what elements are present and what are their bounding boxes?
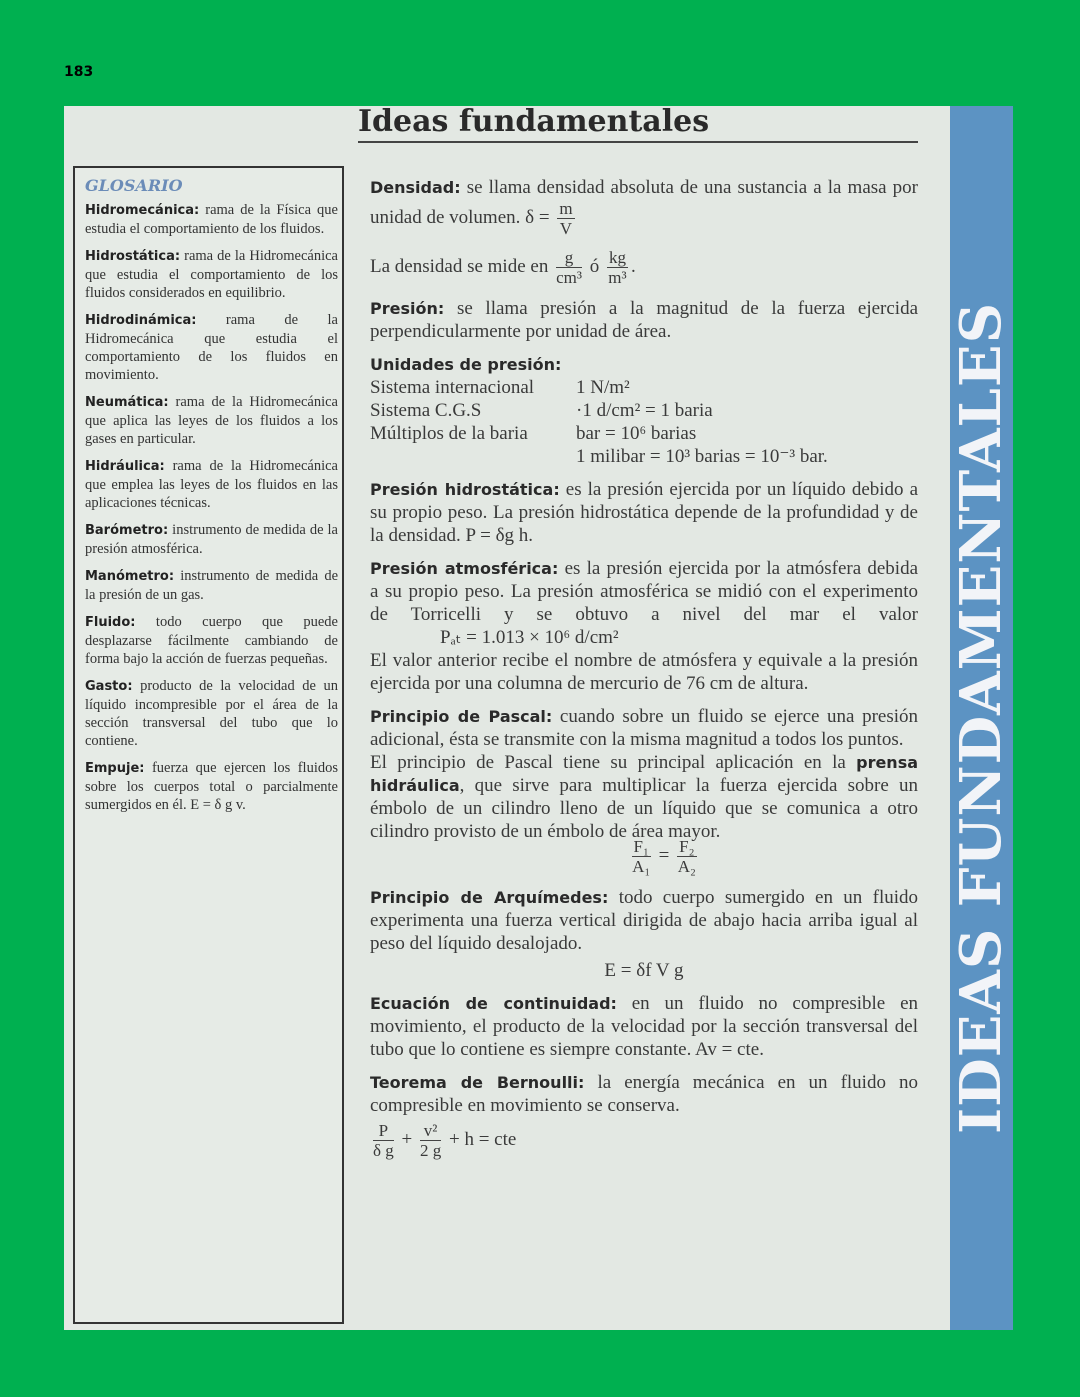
atmosferica-text: es la presión ejercida por la atmósfera debida a su propio peso. La presión atmosférica se midió con el experimento de Torricelli y se obtuvo a nivel del mar el valor <box>370 558 919 625</box>
glossary-box <box>73 166 344 1324</box>
fraction-numerator: F₁ <box>633 837 649 856</box>
arquimedes-paragraph <box>370 886 918 982</box>
table-cell <box>370 445 576 468</box>
bernoulli-paragraph <box>370 1071 918 1160</box>
pascal-text-2b: , que sirve para multiplicar la fuerza ejercida sobre un émbolo de un cilindro lleno de un líquido que se comunica a otro cilindro provisto de un émbolo de área mayor. <box>370 775 918 842</box>
atmosferica-term: Presión atmosférica: <box>370 559 559 578</box>
glossary-definition: instrumento de medida de la presión atmosférica. <box>85 522 338 557</box>
glossary-item <box>85 521 338 558</box>
side-band <box>950 106 1013 1330</box>
atmosferica-paragraph <box>370 557 918 695</box>
glossary-title: GLOSARIO <box>85 176 183 195</box>
glossary-term: Manómetro: <box>85 569 175 584</box>
hidrostatica-paragraph <box>370 478 918 547</box>
glossary-item <box>85 311 338 384</box>
page-number: 183 <box>64 64 94 80</box>
main-content <box>370 176 918 1170</box>
f2-a2-fraction <box>677 837 696 876</box>
glossary-term: Empuje: <box>85 761 145 776</box>
glossary-term: Hidráulica: <box>85 459 165 474</box>
glossary-term: Hidrostática: <box>85 249 181 264</box>
arquimedes-term: Principio de Arquímedes: <box>370 888 609 907</box>
hidrostatica-term: Presión hidrostática: <box>370 480 560 499</box>
atmosferica-equation: Pₐₜ = 1.013 × 10⁶ d/cm² <box>440 627 619 648</box>
glossary-definition: rama de la Hidromecánica que estudia el comportamiento de los fluidos en movimiento. <box>85 312 338 383</box>
densidad-text: se llama densidad absoluta de una sustancia a la masa por unidad de volumen. δ = <box>370 177 918 228</box>
table-row <box>370 399 828 422</box>
fraction-denominator: A₂ <box>677 857 696 876</box>
arquimedes-equation: E = δf V g <box>604 960 684 981</box>
kg-per-m3-fraction <box>607 248 628 287</box>
fraction-denominator: A₁ <box>632 857 651 876</box>
pascal-text-2a: El principio de Pascal tiene su principal aplicación en la <box>370 752 846 773</box>
fraction-denominator: δ g <box>373 1141 394 1160</box>
glossary-item <box>85 457 338 512</box>
fraction-numerator: kg <box>608 248 626 267</box>
continuidad-text: en un fluido no compresible en movimiento, el producto de la velocidad por la sección transversal del tubo que lo contiene es siempre constante. Av = cte. <box>370 993 918 1060</box>
table-cell: 1 N/m² <box>576 377 630 398</box>
fraction-denominator: V <box>559 219 573 238</box>
glossary-item <box>85 613 338 668</box>
table-cell: Múltiplos de la baria <box>370 423 528 444</box>
glossary-definition: instrumento de medida de la presión de un gas. <box>85 568 339 603</box>
table-cell: ·1 d/cm² = 1 baria <box>576 400 713 421</box>
table-row <box>370 445 828 468</box>
fraction-numerator: v² <box>420 1121 441 1141</box>
unidades-paragraph <box>370 353 918 468</box>
table-row <box>370 422 828 445</box>
glossary-term: Hidromecánica: <box>85 203 200 218</box>
glossary-term: Hidrodinámica: <box>85 313 197 328</box>
table-cell: Sistema internacional <box>370 377 535 398</box>
presion-text: se llama presión a la magnitud de la fuerza ejercida perpendicularmente por unidad de área. <box>370 298 919 342</box>
fraction-numerator: m <box>559 199 573 218</box>
densidad-fraction <box>557 199 574 238</box>
glossary-item <box>85 247 338 302</box>
glossary-term: Fluido: <box>85 615 136 630</box>
side-title: IDEAS FUNDAMENTALES <box>948 301 1015 1135</box>
glossary-item <box>85 567 338 604</box>
hidrostatica-text: es la presión ejercida por un líquido debido a su propio peso. La presión hidrostática depende de la profundidad y de la densidad. P = δg h. <box>370 479 919 546</box>
side-title-wrap <box>950 106 1013 1330</box>
pascal-term: Principio de Pascal: <box>370 707 553 726</box>
glossary-item <box>85 201 338 238</box>
f1-a1-fraction <box>632 837 651 876</box>
fraction-denominator: m³ <box>608 268 627 287</box>
plus-sign: + <box>401 1128 413 1150</box>
mide-end: . <box>630 255 636 277</box>
arquimedes-text: todo cuerpo sumergido en un fluido experimenta una fuerza vertical dirigida de abajo hacia arriba igual al peso del líquido desalojado. <box>370 887 919 954</box>
equals-sign: = <box>658 844 670 866</box>
continuidad-term: Ecuación de continuidad: <box>370 994 617 1013</box>
fraction-numerator: g <box>556 248 582 268</box>
glossary-item <box>85 393 338 448</box>
glossary-definition: rama de la Hidromecánica que estudia el comportamiento de los fluidos considerados en equilibrio. <box>85 248 338 301</box>
densidad-units-paragraph <box>370 248 918 287</box>
table-cell: 1 milibar = 10³ barias = 10⁻³ bar. <box>576 446 828 467</box>
pascal-equation <box>410 837 918 876</box>
table-row <box>370 376 828 399</box>
mide-text: La densidad se mide en <box>370 255 549 277</box>
fraction-numerator: P <box>373 1121 394 1141</box>
bernoulli-term: Teorema de Bernoulli: <box>370 1073 585 1092</box>
glossary-definition: rama de la Hidromecánica que aplica las leyes de los fluidos a los gases en particular. <box>85 394 338 447</box>
pascal-text: cuando sobre un fluido se ejerce una presión adicional, ésta se transmite con la misma magnitud a todos los puntos. <box>370 706 918 750</box>
bernoulli-end: + h = cte <box>448 1128 517 1150</box>
page-title: Ideas fundamentales <box>358 104 918 143</box>
presion-term: Presión: <box>370 299 445 318</box>
glossary-term: Barómetro: <box>85 523 169 538</box>
glossary-item <box>85 759 338 814</box>
unidades-table <box>370 376 828 468</box>
glossary-definition: producto de la velocidad de un líquido incompresible por el área de la sección transversal del tubo que lo contiene. <box>85 678 339 749</box>
bernoulli-equation <box>370 1121 918 1160</box>
mide-or: ó <box>589 255 600 277</box>
pascal-paragraph <box>370 705 918 876</box>
densidad-term: Densidad: <box>370 178 461 197</box>
prensa-hidraulica-term: prensa hidráulica <box>370 753 919 795</box>
glossary-term: Gasto: <box>85 679 133 694</box>
fraction-denominator: 2 g <box>419 1141 442 1160</box>
glossary-item <box>85 677 338 750</box>
continuidad-paragraph <box>370 992 918 1061</box>
glossary-definition: todo cuerpo que puede desplazarse fácilmente cambiando de forma bajo la acción de fuerzas pequeñas. <box>85 614 338 667</box>
table-cell: Sistema C.G.S <box>370 400 482 421</box>
table-cell: bar = 10⁶ barias <box>576 423 697 444</box>
p-over-dg-fraction <box>373 1121 394 1160</box>
g-per-cm3-fraction <box>556 248 582 287</box>
bernoulli-text: la energía mecánica en un fluido no compresible en movimiento se conserva. <box>370 1072 918 1116</box>
fraction-numerator: F₂ <box>679 837 695 856</box>
densidad-paragraph <box>370 176 918 238</box>
unidades-term: Unidades de presión: <box>370 355 562 374</box>
atmosferica-text-2: El valor anterior recibe el nombre de atmósfera y equivale a la presión ejercida por una columna de mercurio de 76 cm de altura. <box>370 650 918 694</box>
v2-over-2g-fraction <box>420 1121 441 1160</box>
presion-paragraph <box>370 297 918 343</box>
glossary-definition: rama de la Hidromecánica que emplea las leyes de los fluidos en las aplicaciones técnicas. <box>85 458 338 511</box>
glossary-term: Neumática: <box>85 395 169 410</box>
glossary-definition: fuerza que ejercen los fluidos sobre los cuerpos total o parcialmente sumergidos en él. E = δ g v. <box>85 760 339 813</box>
fraction-denominator: cm³ <box>556 268 582 287</box>
glossary-definition: rama de la Física que estudia el comportamiento de los fluidos. <box>85 202 338 237</box>
